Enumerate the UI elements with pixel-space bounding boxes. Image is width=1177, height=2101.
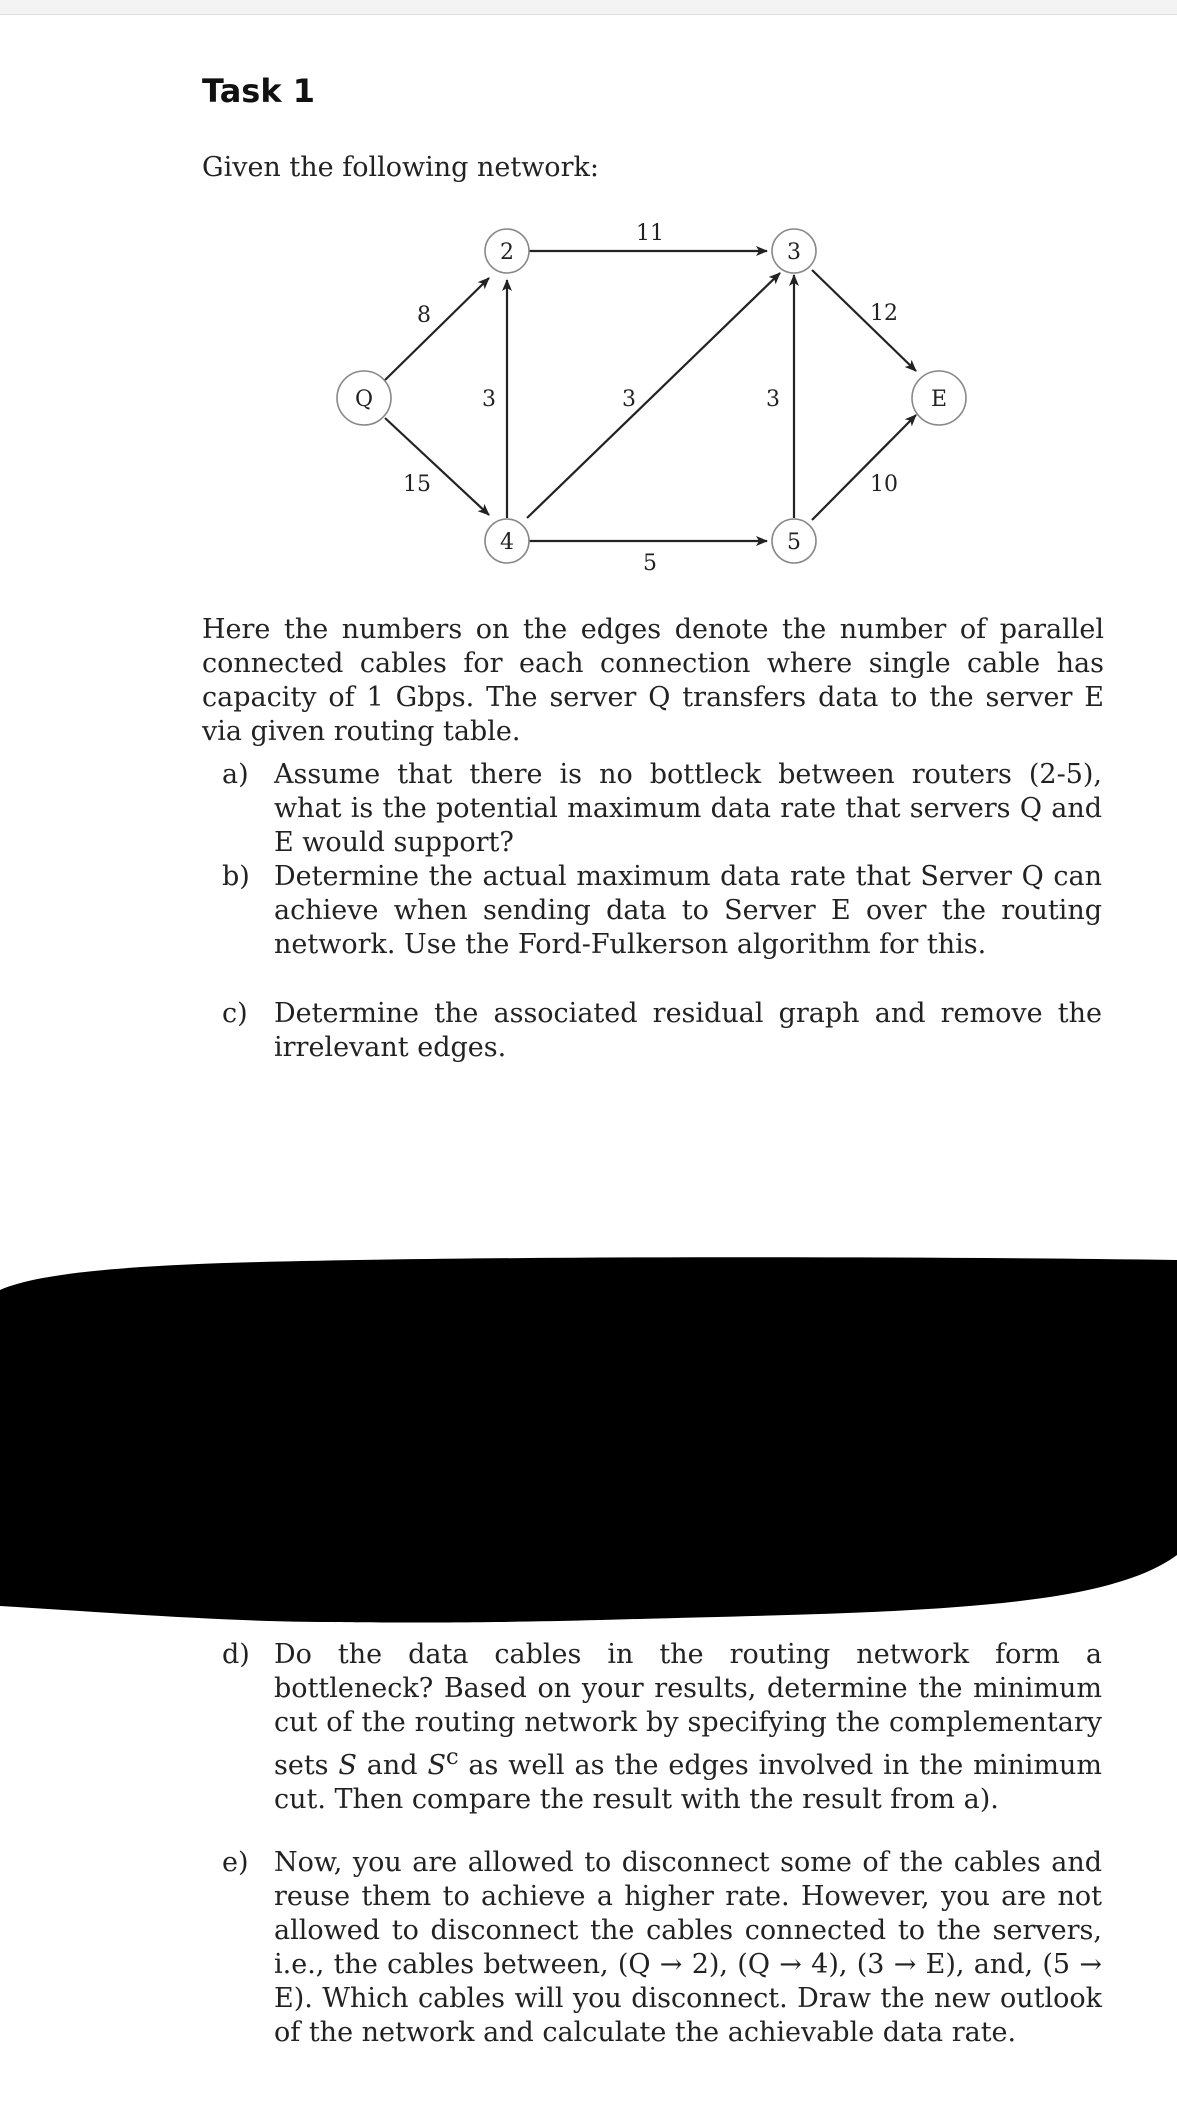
edge-label-3-e: 12 xyxy=(870,301,898,326)
question-d-text-2: and xyxy=(356,1750,428,1781)
node-4-label: 4 xyxy=(500,530,514,555)
edge-label-5-3: 3 xyxy=(766,387,780,412)
node-2-label: 2 xyxy=(500,240,514,265)
edge-label-q-2: 8 xyxy=(417,303,431,328)
question-b-text: Determine the actual maximum data rate that Server Q can achieve when sending data to Server E over the routing network. Use the Ford-Fulkerson algorithm for this. xyxy=(274,861,1102,960)
redaction-shape xyxy=(0,1257,1177,1622)
set-s: S xyxy=(338,1750,357,1781)
set-s-complement: S xyxy=(427,1750,446,1781)
edge-label-4-3: 3 xyxy=(622,387,636,412)
question-d-text xyxy=(274,1638,1102,1817)
question-d-text-3: as well as the edges involved in the minimum cut. Then compare the result with the result from a). xyxy=(274,1750,1103,1815)
question-d xyxy=(222,1638,1102,1817)
question-a-label: a) xyxy=(222,759,249,790)
question-b-label: b) xyxy=(222,861,250,892)
question-a-text: Assume that there is no bottleck between routers (2-5), what is the potential maximum data rate that servers Q and E would support? xyxy=(274,759,1102,858)
complement-superscript: c xyxy=(445,1744,459,1770)
question-e-label: e) xyxy=(222,1847,249,1878)
question-e-text: Now, you are allowed to disconnect some of the cables and reuse them to achieve a higher rate. However, you are not allowed to disconnect the cables connected to the servers, i.e., the cables between, (Q → 2), (Q → 4), (3 → E), and, (5 → E). Which cables will you disconnect. Draw the new outlook of the network and calculate the achievable data rate. xyxy=(274,1847,1102,2048)
question-d-label: d) xyxy=(222,1639,250,1670)
question-d-text-1: Do the data cables in the routing network form a bottleneck? Based on your results, determine the minimum cut of the routing network by specifying the complementary sets xyxy=(274,1639,1102,1781)
edge-label-5-e: 10 xyxy=(870,472,898,497)
edge-label-4-2: 3 xyxy=(482,387,496,412)
edge-label-q-4: 15 xyxy=(403,472,431,497)
node-3-label: 3 xyxy=(787,240,801,265)
node-e-label: E xyxy=(930,387,948,412)
edge-label-4-5: 5 xyxy=(643,551,657,576)
description-paragraph: Here the numbers on the edges denote the number of parallel connected cables for each connection where single cable has capacity of 1 Gbps. The server Q transfers data to the server E via given routing table. xyxy=(202,614,1104,747)
question-c-label: c) xyxy=(222,998,248,1029)
edge-label-2-3: 11 xyxy=(636,221,664,246)
node-5-label: 5 xyxy=(787,530,801,555)
question-c-text: Determine the associated residual graph and remove the irrelevant edges. xyxy=(274,998,1102,1063)
question-e xyxy=(222,1846,1102,2050)
node-q-label: Q xyxy=(354,387,374,412)
intro-text: Given the following network: xyxy=(202,152,599,183)
task-title: Task 1 xyxy=(202,72,316,110)
